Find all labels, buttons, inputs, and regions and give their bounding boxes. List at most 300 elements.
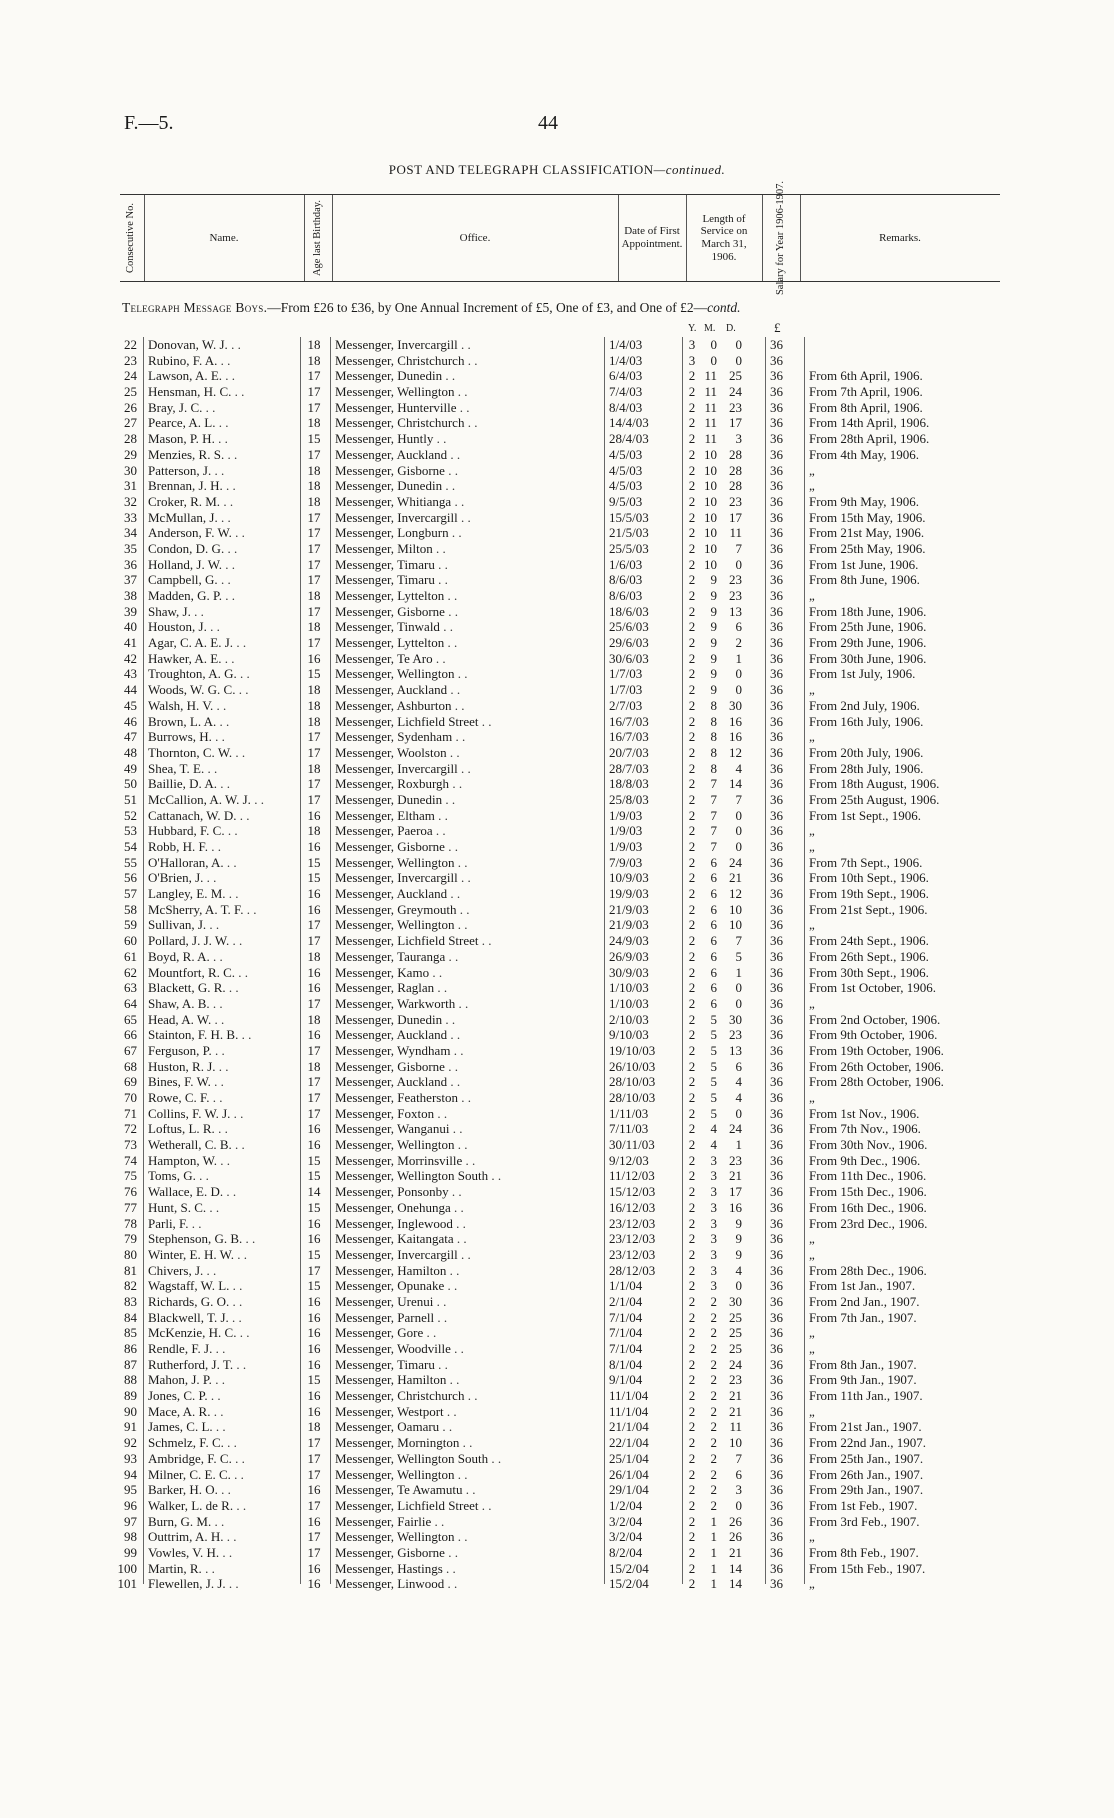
leader-dots: . . [444,1058,458,1074]
office-cell: Messenger, Auckland . . [335,682,461,698]
appointment-date-cell: 8/6/03 [609,588,643,603]
leader-dots: . . [222,588,236,603]
salary-cell: 36 [770,870,783,886]
appointment-date-cell: 30/6/03 [609,650,649,666]
leader-dots: . . [464,352,478,368]
service-days-cell: 23 [729,399,742,415]
table-row [0,541,1114,557]
remarks-cell: From 28th Dec., 1906. [809,1262,927,1278]
staff-name-cell: Hensman, H. C. . . [148,384,245,400]
table-row [0,463,1114,479]
salary-cell: 36 [770,1168,783,1184]
leader-dots: . . [456,399,470,415]
office-cell: Messenger, Invercargill . . [335,760,471,776]
salary-cell: 36 [770,1309,783,1325]
salary-cell: 36 [770,1262,783,1278]
salary-cell: 36 [770,1278,783,1294]
appointment-date-cell: 21/5/03 [609,525,649,541]
service-days-cell: 10 [729,1435,742,1451]
remarks-cell: From 30th June, 1906. [809,650,927,666]
consecutive-no-cell: 58 [124,901,137,917]
appointment-date-cell: 1/1/04 [609,1278,643,1294]
leader-dots: . . [434,807,448,823]
appointment-date-cell: 9/10/03 [609,1027,649,1043]
service-days-cell: 1 [735,964,742,980]
consecutive-no-cell: 52 [124,807,137,823]
service-days-cell: 7 [735,540,742,556]
salary-cell: 36 [770,1403,783,1419]
staff-name-cell: Rubino, F. A. . . [148,352,231,368]
office-cell: Messenger, Lichfield Street . . [335,713,492,729]
consecutive-no-cell: 50 [124,776,137,792]
service-years-cell: 2 [688,1466,696,1482]
leader-dots: . . [429,964,443,980]
service-months-cell: 1 [710,1544,717,1560]
table-row [0,1451,1114,1467]
service-months-cell: 2 [710,1497,717,1513]
office-cell: Messenger, Christchurch . . [335,1388,478,1404]
appointment-date-cell: 22/1/04 [609,1435,649,1451]
leader-dots: . . [211,729,225,745]
age-cell: 16 [307,1309,321,1325]
office-cell: Messenger, Lyttelton . . [335,635,458,651]
age-cell: 16 [307,1231,321,1247]
staff-name-cell: Mason, P. H. . . [148,431,228,447]
salary-cell: 36 [770,854,783,870]
leader-dots: . . [223,1184,237,1200]
salary-cell: 36 [770,1372,783,1388]
consecutive-no-cell: 95 [124,1482,137,1498]
leader-dots: . . [447,886,461,902]
appointment-date-cell: 1/10/03 [609,995,649,1011]
leader-dots: . . [211,1372,225,1388]
service-months-cell: 2 [710,1388,717,1404]
remarks-cell: From 16th Dec., 1906. [809,1199,927,1215]
appointment-date-cell: 23/12/03 [609,1231,656,1247]
staff-name-cell: O'Halloran, A. . . [148,854,237,870]
age-cell: 15 [307,431,321,447]
remarks-cell: From 8th Jan., 1907. [809,1356,917,1372]
office-cell: Messenger, Woodville . . [335,1341,464,1356]
section-text: —From £26 to £36, by One Annual Increment of £5, One of £3, and One of £2— [267,300,708,315]
consecutive-no-cell: 28 [124,431,137,447]
leader-dots: . . [206,1199,220,1215]
service-years-cell: 2 [688,854,696,870]
staff-name-cell: Hunt, S. C. . . [148,1199,220,1215]
consecutive-no-cell: 48 [124,744,137,760]
leader-dots: . . [209,948,223,964]
staff-name-cell: McMullan, J. . . [148,509,231,525]
leader-dots: . . [214,431,228,447]
appointment-date-cell: 11/1/04 [609,1403,649,1419]
salary-cell: 36 [770,1027,783,1043]
service-months-cell: 2 [710,1403,717,1419]
table-row [0,1168,1114,1184]
remarks-cell: „ [809,1231,815,1247]
service-years-cell: 2 [688,368,696,384]
leader-dots: . . [432,823,446,839]
service-months-cell: 9 [710,682,717,698]
office-cell: Messenger, Huntly . . [335,431,447,447]
staff-name-cell: Collins, F. W. J. . . [148,1105,244,1121]
salary-cell: 36 [770,368,783,384]
service-months-cell: 7 [710,839,717,854]
age-cell: 17 [307,635,321,651]
service-days-cell: 25 [729,1341,742,1356]
appointment-date-cell: 15/2/04 [609,1576,649,1592]
age-cell: 17 [307,933,321,949]
service-years-cell: 2 [688,384,696,400]
consecutive-no-cell: 67 [124,1042,137,1058]
leader-dots: . . [203,870,217,886]
service-days-cell: 1 [735,650,742,666]
age-cell: 16 [307,901,321,917]
office-cell: Messenger, Te Aro . . [335,650,446,666]
consecutive-no-cell: 38 [124,588,137,603]
office-cell: Messenger, Sydenham . . [335,729,466,745]
staff-name-cell: Bray, J. C. . . [148,399,216,415]
appointment-date-cell: 8/6/03 [609,572,643,588]
service-days-cell: 0 [735,995,742,1011]
remarks-cell: From 18th August, 1906. [809,776,940,792]
service-days-cell: 28 [729,478,742,494]
remarks-cell: From 26th Sept., 1906. [809,948,929,964]
leader-dots: . . [225,1576,239,1592]
remarks-cell: From 11th Dec., 1906. [809,1168,927,1184]
staff-name-cell: Sullivan, J. . . [148,917,220,933]
header-remarks: Remarks. [879,231,921,244]
service-days-cell: 23 [729,572,742,588]
remarks-cell: From 8th April, 1906. [809,399,923,415]
leader-dots: . . [219,1544,233,1560]
remarks-cell: From 25th August, 1906. [809,791,940,807]
staff-name-cell: Stainton, F. H. B. . . [148,1027,252,1043]
table-row [0,949,1114,965]
staff-name-cell: Head, A. W. . . [148,1011,225,1027]
appointment-date-cell: 21/9/03 [609,901,649,917]
leader-dots: . . [210,1403,224,1419]
age-cell: 16 [307,1027,321,1043]
office-cell: Messenger, Auckland . . [335,1027,461,1043]
remarks-cell: From 21st Sept., 1906. [809,901,928,917]
salary-cell: 36 [770,729,783,745]
leader-dots: . . [447,446,461,462]
staff-name-cell: Mace, A. R. . . [148,1403,224,1419]
section-heading [122,300,740,316]
office-cell: Messenger, Foxton . . [335,1105,448,1121]
appointment-date-cell: 2/7/03 [609,697,643,713]
appointment-date-cell: 4/5/03 [609,446,643,462]
table-row [0,1435,1114,1451]
appointment-date-cell: 1/7/03 [609,666,643,682]
service-months-cell: 7 [710,823,717,839]
leader-dots: . . [204,760,218,776]
office-cell: Messenger, Gisborne . . [335,1544,458,1560]
staff-name-cell: Boyd, R. A. . . [148,948,223,964]
leader-dots: . . [444,1576,458,1592]
table-row [0,1545,1114,1561]
appointment-date-cell: 25/8/03 [609,791,649,807]
consecutive-no-cell: 87 [124,1356,137,1372]
table-row [0,1357,1114,1373]
leader-dots: . . [488,1168,502,1184]
service-days-cell: 10 [729,901,742,917]
service-years-cell: 2 [688,980,696,996]
service-days-cell: 0 [735,823,742,839]
service-months-cell: 2 [710,1419,717,1435]
service-days-cell: 16 [729,713,742,729]
table-row [0,808,1114,824]
remarks-cell: From 8th June, 1906. [809,572,920,588]
salary-cell: 36 [770,556,783,572]
age-cell: 16 [307,1482,321,1498]
service-days-cell: 24 [729,854,742,870]
service-months-cell: 3 [710,1262,717,1278]
leader-dots: . . [203,1262,217,1278]
service-days-cell: 11 [729,525,742,541]
service-days-cell: 9 [735,1246,742,1262]
age-cell: 15 [307,1168,321,1184]
service-months-cell: 7 [710,791,717,807]
office-cell: Messenger, Urenui . . [335,1293,447,1309]
salary-cell: 36 [770,635,783,651]
service-years-cell: 2 [688,1105,696,1121]
salary-cell: 36 [770,588,783,603]
leader-dots: . . [217,509,231,525]
service-months-cell: 2 [710,1293,717,1309]
appointment-date-cell: 1/7/03 [609,682,643,698]
table-row [0,1419,1114,1435]
staff-name-cell: Agar, C. A. E. J. . . [148,635,247,651]
consecutive-no-cell: 73 [124,1137,137,1153]
consecutive-no-cell: 68 [124,1058,137,1074]
salary-cell: 36 [770,540,783,556]
remarks-cell: From 28th July, 1906. [809,760,924,776]
service-years-cell: 2 [688,1184,696,1200]
office-cell: Messenger, Dunedin . . [335,478,456,494]
office-cell: Messenger, Timaru . . [335,1356,448,1372]
leader-dots: . . [215,1058,229,1074]
leader-dots: . . [230,1105,244,1121]
remarks-cell: „ [809,839,815,854]
consecutive-no-cell: 27 [124,415,137,431]
leader-dots: . . [457,509,471,525]
staff-name-cell: Anderson, F. W. . . [148,525,245,541]
appointment-date-cell: 21/9/03 [609,917,649,933]
consecutive-no-cell: 23 [124,352,137,368]
salary-cell: 36 [770,1356,783,1372]
appointment-date-cell: 29/1/04 [609,1482,649,1498]
leader-dots: . . [212,1341,226,1356]
salary-cell: 36 [770,384,783,400]
leader-dots: . . [231,525,245,541]
service-days-cell: 23 [729,1372,742,1388]
service-days-cell: 23 [729,588,742,603]
service-days-cell: 14 [729,1560,742,1576]
office-cell: Messenger, Wellington . . [335,384,468,400]
leader-dots: . . [445,948,459,964]
consecutive-no-cell: 25 [124,384,137,400]
service-years-cell: 2 [688,1231,696,1247]
service-days-cell: 21 [729,1544,742,1560]
service-months-cell: 2 [710,1372,717,1388]
leader-dots: . . [213,697,227,713]
age-cell: 15 [307,1278,321,1294]
remarks-cell: From 10th Sept., 1906. [809,870,929,886]
leader-dots: . . [243,901,257,917]
leader-dots: . . [220,493,234,509]
leader-dots: . . [462,1152,476,1168]
staff-name-cell: Cattanach, W. D. . . [148,807,250,823]
leader-dots: . . [230,1466,244,1482]
leader-dots: . . [236,666,250,682]
staff-name-cell: Campbell, G. . . [148,572,231,588]
remarks-cell: From 22nd Jan., 1907. [809,1435,926,1451]
table-row [0,1137,1114,1153]
service-months-cell: 10 [704,525,717,541]
leader-dots: . . [452,729,466,745]
table-row [0,431,1114,447]
age-cell: 16 [307,1121,321,1137]
table-row [0,447,1114,463]
leader-dots: . . [446,1262,460,1278]
age-cell: 14 [307,1184,321,1200]
salary-cell: 36 [770,807,783,823]
service-years-cell: 2 [688,933,696,949]
staff-name-cell: Milner, C. E. C. . . [148,1466,244,1482]
service-days-cell: 17 [729,509,742,525]
service-months-cell: 8 [710,744,717,760]
leader-dots: . . [217,352,231,368]
header-office: Office. [459,231,491,244]
table-row [0,761,1114,777]
leader-dots: . . [478,1497,492,1513]
service-years-cell: 2 [688,1293,696,1309]
remarks-cell: From 26th October, 1906. [809,1058,944,1074]
appointment-date-cell: 26/10/03 [609,1058,656,1074]
age-cell: 17 [307,525,321,541]
service-days-cell: 6 [735,619,742,635]
service-years-cell: 2 [688,509,696,525]
office-cell: Messenger, Dunedin . . [335,791,456,807]
service-days-cell: 17 [729,1184,742,1200]
leader-dots: . . [229,933,243,949]
table-row [0,1059,1114,1075]
appointment-date-cell: 6/4/03 [609,368,643,384]
service-years-cell: 3 [688,352,696,368]
service-months-cell: 10 [704,478,717,494]
office-cell: Messenger, Timaru . . [335,572,448,588]
office-cell: Messenger, Kamo . . [335,964,443,980]
service-years-cell: 2 [688,1544,696,1560]
service-years-cell: 2 [688,776,696,792]
age-cell: 17 [307,446,321,462]
table-row [0,572,1114,588]
leader-dots: . . [447,1074,461,1090]
table-row [0,823,1114,839]
service-months-cell: 3 [710,1199,717,1215]
remarks-cell: From 15th Dec., 1906. [809,1184,927,1200]
age-cell: 17 [307,1435,321,1451]
salary-cell: 36 [770,478,783,494]
consecutive-no-cell: 61 [124,948,137,964]
office-cell: Messenger, Inglewood . . [335,1215,466,1231]
consecutive-no-cell: 45 [124,697,137,713]
leader-dots: . . [454,854,468,870]
service-years-cell: 2 [688,1262,696,1278]
salary-cell: 36 [770,791,783,807]
unit-days: D. [726,323,736,334]
leader-dots: . . [443,1403,457,1419]
age-cell: 18 [307,1058,321,1074]
consecutive-no-cell: 72 [124,1121,137,1137]
staff-name-cell: Robb, H. F. . . [148,839,221,854]
service-years-cell: 2 [688,1168,696,1184]
office-cell: Messenger, Invercargill . . [335,509,471,525]
table-row [0,1231,1114,1247]
service-months-cell: 4 [710,1137,717,1153]
office-cell: Messenger, Tauranga . . [335,948,459,964]
appointment-date-cell: 29/6/03 [609,635,649,651]
leader-dots: . . [444,1278,458,1294]
service-years-cell: 2 [688,572,696,588]
service-months-cell: 11 [704,399,717,415]
service-days-cell: 7 [735,791,742,807]
staff-name-cell: Vowles, V. H. . . [148,1544,233,1560]
section-title: Telegraph Message Boys. [122,300,268,315]
section-contd: contd. [707,300,741,315]
appointment-date-cell: 7/4/03 [609,384,643,400]
age-cell: 16 [307,1293,321,1309]
salary-cell: 36 [770,1042,783,1058]
unit-pound: £ [774,320,781,335]
remarks-cell: From 29th June, 1906. [809,635,927,651]
service-months-cell: 11 [704,415,717,431]
consecutive-no-cell: 35 [124,540,137,556]
office-cell: Messenger, Hastings . . [335,1560,456,1576]
table-row [0,745,1114,761]
leader-dots: . . [455,995,469,1011]
staff-name-cell: Ferguson, P. . . [148,1042,225,1058]
service-years-cell: 2 [688,791,696,807]
office-cell: Messenger, Gisborne . . [335,1058,458,1074]
remarks-cell: From 4th May, 1906. [809,446,920,462]
leader-dots: . . [250,791,264,807]
staff-name-cell: Richards, G. O. . . [148,1293,243,1309]
salary-cell: 36 [770,1341,783,1356]
staff-name-cell: Stephenson, G. B. . . [148,1231,256,1247]
service-months-cell: 9 [710,572,717,588]
service-years-cell: 2 [688,1152,696,1168]
table-row [0,1216,1114,1232]
leader-dots: . . [446,744,460,760]
consecutive-no-cell: 60 [124,933,137,949]
leader-dots: . . [216,776,230,792]
service-years-cell: 2 [688,1042,696,1058]
service-months-cell: 6 [710,980,717,996]
service-years-cell: 2 [688,948,696,964]
table-row [0,1341,1114,1357]
table-row [0,698,1114,714]
age-cell: 15 [307,1372,321,1388]
service-days-cell: 24 [729,1121,742,1137]
appointment-date-cell: 23/12/03 [609,1215,656,1231]
appointment-date-cell: 26/9/03 [609,948,649,964]
service-days-cell: 26 [729,1529,742,1545]
service-months-cell: 11 [704,368,717,384]
service-days-cell: 9 [735,1215,742,1231]
office-cell: Messenger, Auckland . . [335,446,461,462]
